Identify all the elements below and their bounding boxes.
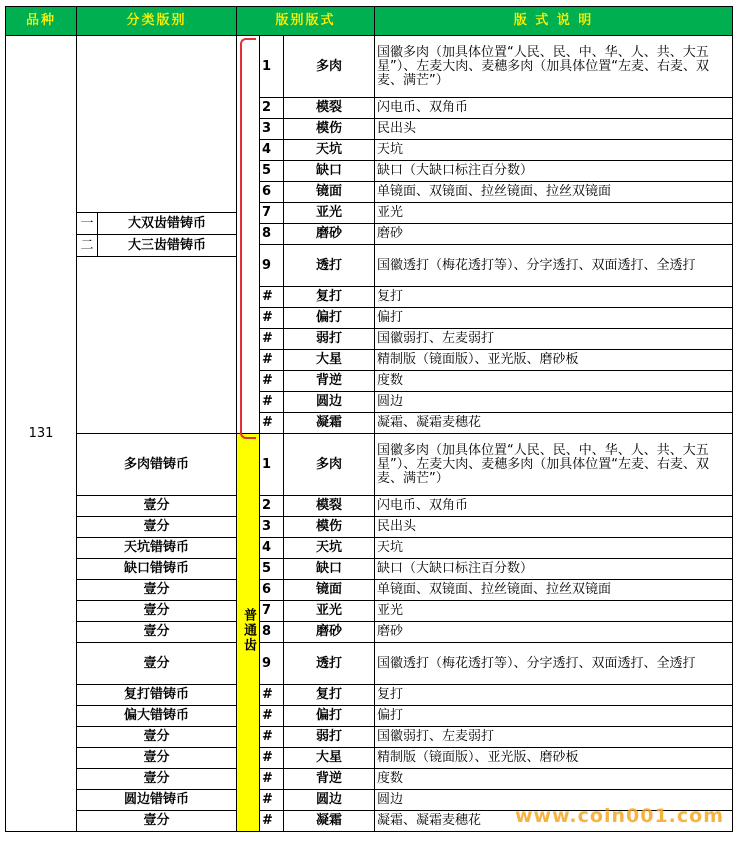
row-number[interactable]: 5 [260,559,284,580]
variant-description[interactable]: 国徽透打（梅花透打等）、分字透打、双面透打、全透打 [375,245,733,287]
variant-type[interactable]: 多肉 [284,36,375,98]
table-row [6,517,733,538]
variant-description[interactable]: 国徽弱打、左麦弱打 [375,329,733,350]
variant-description[interactable]: 度数 [375,769,733,790]
variety-cell[interactable]: 131 [6,36,77,832]
variant-type[interactable]: 模伤 [284,119,375,140]
table-row [6,36,733,98]
category-cell[interactable]: 壹分 [77,811,237,832]
table-row [6,580,733,601]
category-group-cell[interactable] [77,36,237,434]
variant-type[interactable]: 弱打 [284,727,375,748]
variant-description[interactable]: 复打 [375,287,733,308]
variant-type[interactable]: 磨砂 [284,224,375,245]
row-number[interactable]: # [260,790,284,811]
variant-description[interactable]: 度数 [375,371,733,392]
category-cell[interactable]: 壹分 [77,517,237,538]
header-row [6,7,733,36]
variant-description[interactable]: 凝霜、凝霜麦穗花 [375,811,733,832]
category-cell[interactable]: 缺口错铸币 [77,559,237,580]
category-cell[interactable]: 壹分 [77,727,237,748]
variant-type[interactable]: 多肉 [284,434,375,496]
table-row [6,706,733,727]
variant-type[interactable]: 圆边 [284,392,375,413]
variant-type[interactable]: 模裂 [284,98,375,119]
row-number[interactable]: # [260,350,284,371]
header-description[interactable]: 版 式 说 明 [375,7,733,36]
variant-description[interactable]: 单镜面、双镜面、拉丝镜面、拉丝双镜面 [375,580,733,601]
row-number[interactable]: # [260,413,284,434]
variant-description[interactable]: 精制版（镜面版）、亚光版、磨砂板 [375,350,733,371]
table-row [6,769,733,790]
table-row [6,748,733,769]
variant-type[interactable]: 缺口 [284,559,375,580]
variant-type[interactable]: 模伤 [284,517,375,538]
variant-description[interactable]: 缺口（大缺口标注百分数） [375,161,733,182]
variant-description[interactable]: 闪电币、双角币 [375,98,733,119]
variant-description[interactable]: 亚光 [375,203,733,224]
variant-description[interactable]: 国徽弱打、左麦弱打 [375,727,733,748]
row-number[interactable]: 3 [260,119,284,140]
category-label: 大双齿错铸币 [127,215,206,231]
category-cell[interactable]: 壹分 [77,601,237,622]
row-number[interactable]: 9 [260,643,284,685]
category-item[interactable] [77,212,236,234]
row-number[interactable]: # [260,727,284,748]
row-number[interactable]: # [260,287,284,308]
variant-description[interactable]: 亚光 [375,601,733,622]
header-category[interactable]: 分类版别 [77,7,237,36]
variant-type[interactable]: 透打 [284,643,375,685]
table-row [6,643,733,685]
table-row [6,685,733,706]
side-label: 普通齿 [241,608,256,653]
row-number[interactable]: # [260,371,284,392]
coin-variety-table [5,6,733,832]
variant-description[interactable]: 复打 [375,685,733,706]
category-cell[interactable]: 圆边错铸币 [77,790,237,811]
row-number[interactable]: 5 [260,161,284,182]
variant-description[interactable]: 闪电币、双角币 [375,496,733,517]
site-watermark: www.coin001.com [514,805,724,827]
variant-description[interactable]: 偏打 [375,706,733,727]
variant-type[interactable]: 亚光 [284,203,375,224]
table-row [6,538,733,559]
variant-type[interactable]: 大星 [284,350,375,371]
variant-type[interactable]: 弱打 [284,329,375,350]
variant-type[interactable]: 复打 [284,287,375,308]
variant-type[interactable]: 背逆 [284,371,375,392]
variant-description[interactable]: 偏打 [375,308,733,329]
variant-type[interactable]: 缺口 [284,161,375,182]
row-number[interactable]: 8 [260,224,284,245]
row-number[interactable]: # [260,706,284,727]
variant-type[interactable]: 凝霜 [284,413,375,434]
row-number[interactable]: 8 [260,622,284,643]
variant-type[interactable]: 模裂 [284,496,375,517]
variant-type[interactable]: 凝霜 [284,811,375,832]
table-row [6,622,733,643]
row-number[interactable]: 6 [260,182,284,203]
row-number[interactable]: # [260,308,284,329]
variant-description[interactable]: 磨砂 [375,622,733,643]
variant-description[interactable]: 国徽透打（梅花透打等）、分字透打、双面透打、全透打 [375,643,733,685]
header-variety[interactable]: 品种 [6,7,77,36]
variant-description[interactable]: 天坑 [375,538,733,559]
table-row [6,601,733,622]
variant-type[interactable]: 亚光 [284,601,375,622]
variant-description[interactable]: 国徽多肉（加具体位置“人民、民、中、华、人、共、大五星”）、左麦大肉、麦穗多肉（加具体位置“左麦、右麦、双麦、满芒”） [375,434,733,496]
table-row [6,496,733,517]
category-label: 大三齿错铸币 [127,237,206,253]
variant-type[interactable]: 圆边 [284,790,375,811]
variant-description[interactable]: 民出头 [375,119,733,140]
variant-type[interactable]: 磨砂 [284,622,375,643]
variant-description[interactable]: 天坑 [375,140,733,161]
variant-type[interactable]: 镜面 [284,580,375,601]
variant-type[interactable]: 镜面 [284,182,375,203]
row-number[interactable]: 2 [260,98,284,119]
row-number[interactable]: 3 [260,517,284,538]
category-cell[interactable]: 壹分 [77,622,237,643]
table-row [6,727,733,748]
variant-type[interactable]: 背逆 [284,769,375,790]
row-number[interactable]: 4 [260,140,284,161]
variant-type[interactable]: 天坑 [284,140,375,161]
category-cell[interactable]: 偏大错铸币 [77,706,237,727]
variant-description[interactable]: 凝霜、凝霜麦穗花 [375,413,733,434]
variant-type[interactable]: 天坑 [284,538,375,559]
row-number[interactable]: # [260,685,284,706]
row-number[interactable]: 1 [260,36,284,98]
row-number[interactable]: 1 [260,434,284,496]
variant-type[interactable]: 复打 [284,685,375,706]
row-number[interactable]: 4 [260,538,284,559]
variant-type[interactable]: 偏打 [284,308,375,329]
row-number[interactable]: # [260,748,284,769]
row-number[interactable]: 7 [260,203,284,224]
variant-description[interactable]: 国徽多肉（加具体位置“人民、民、中、华、人、共、大五星”）、左麦大肉、麦穗多肉（加具体位置“左麦、右麦、双麦、满芒”） [375,36,733,98]
variant-description[interactable]: 圆边 [375,790,733,811]
table-row [6,559,733,580]
category-index: 二 [77,235,98,256]
row-number[interactable]: 7 [260,601,284,622]
category-cell[interactable]: 天坑错铸币 [77,538,237,559]
variant-description[interactable]: 磨砂 [375,224,733,245]
variant-description[interactable]: 缺口（大缺口标注百分数） [375,559,733,580]
variant-description[interactable]: 单镜面、双镜面、拉丝镜面、拉丝双镜面 [375,182,733,203]
side-strip [237,434,260,832]
table-row [6,434,733,496]
category-list [77,212,236,257]
row-number[interactable]: 2 [260,496,284,517]
variant-description[interactable]: 圆边 [375,392,733,413]
row-number[interactable]: # [260,329,284,350]
row-number[interactable]: # [260,392,284,413]
category-cell[interactable]: 多肉错铸币 [77,434,237,496]
variant-description[interactable]: 精制版（镜面版）、亚光版、磨砂板 [375,748,733,769]
variant-type[interactable]: 大星 [284,748,375,769]
category-cell[interactable]: 壹分 [77,580,237,601]
variant-type[interactable]: 偏打 [284,706,375,727]
category-cell[interactable]: 壹分 [77,496,237,517]
row-number[interactable]: # [260,811,284,832]
category-index: 一 [77,213,98,234]
row-number[interactable]: 9 [260,245,284,287]
header-type[interactable]: 版别版式 [237,7,375,36]
category-cell[interactable]: 壹分 [77,769,237,790]
category-cell[interactable]: 壹分 [77,643,237,685]
category-cell[interactable]: 复打错铸币 [77,685,237,706]
row-number[interactable]: 6 [260,580,284,601]
category-cell[interactable]: 壹分 [77,748,237,769]
variant-type[interactable]: 透打 [284,245,375,287]
red-bracket-marker [240,38,256,439]
category-item[interactable] [77,234,236,257]
row-number[interactable]: # [260,769,284,790]
variant-description[interactable]: 民出头 [375,517,733,538]
